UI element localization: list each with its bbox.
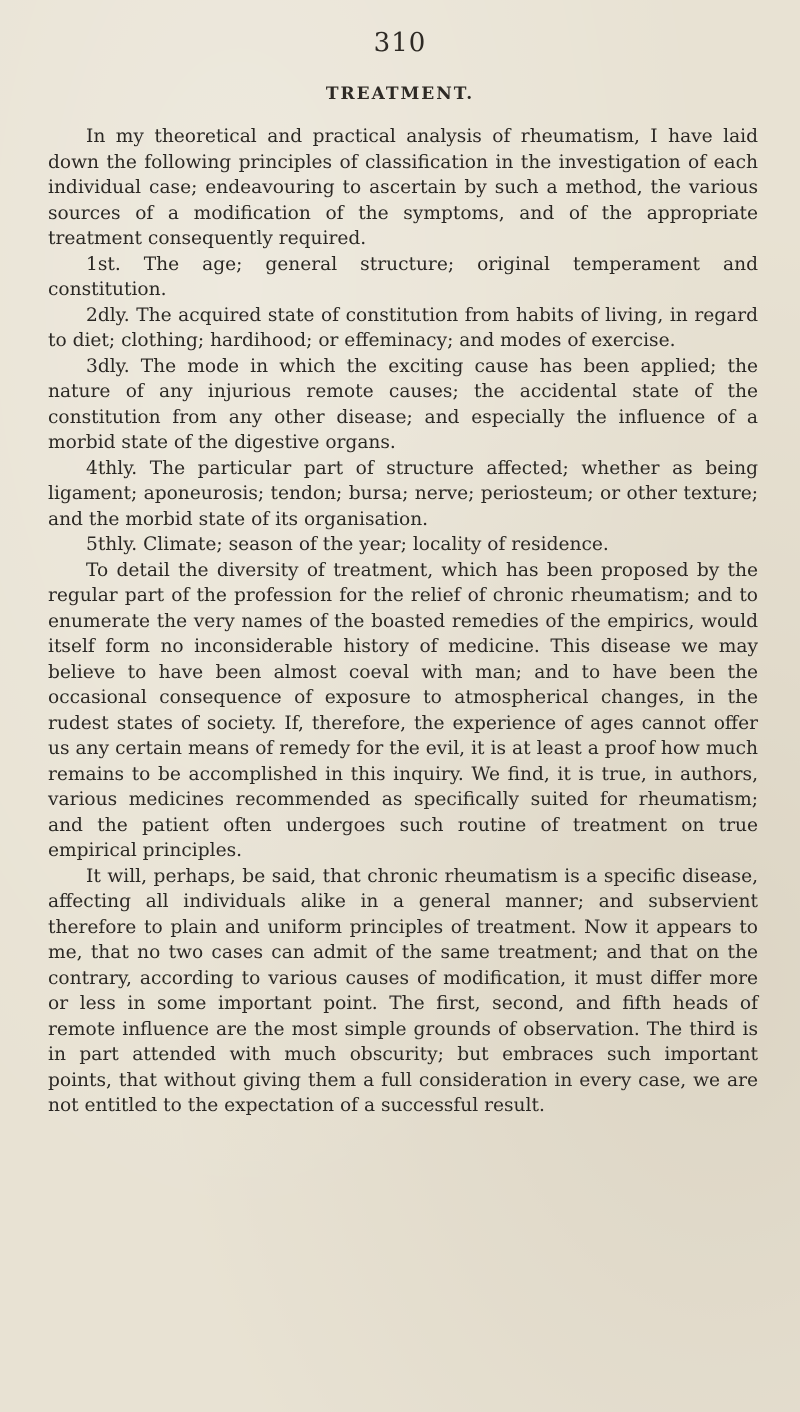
intro-paragraph: In my theoretical and practical analysis of rheumatism, I have laid down the following principles of classification in the investigation of each individual case; endeavouring to ascertain by such a method, the various sources of a modification of the symptoms, and of the appropriate treatment consequently required. <box>48 126 758 249</box>
specific-disease-paragraph: It will, perhaps, be said, that chronic rheumatism is a specific disease, affecting all individuals alike in a general manner; and subservient therefore to plain and uniform principles of treatment. Now it appears to me, that no two cases can admit of the same treatment; and that on the contrary, according to various causes of modification, it must differ more or less in some important point. The first, second, and fifth heads of remote influence are the most simple grounds of observation. The third is in part attended with much obscurity; but embraces such important points, that without giving them a full consideration in every case, we are not entitled to the expectation of a successful result. <box>48 865 758 1116</box>
principle-2: 2dly. The acquired state of constitution from habits of living, in regard to diet; clothing; hardihood; or effeminacy; and modes of exercise. <box>48 304 758 351</box>
principle-3: 3dly. The mode in which the exciting cause has been applied; the nature of any injurious remote causes; the accidental state of the constitution from any other disease; and especially the influence of a morbid state of the digestive organs. <box>48 355 758 453</box>
running-head: TREATMENT. <box>325 84 475 104</box>
principle-5: 5thly. Climate; season of the year; locality of residence. <box>86 534 609 555</box>
page-number: 310 <box>373 28 427 58</box>
principle-1: 1st. The age; general structure; original temperament and constitution. <box>48 253 758 300</box>
principle-4: 4thly. The particular part of structure affected; whether as being ligament; aponeurosis; tendon; bursa; nerve; periosteum; or other texture; and the morbid state of its organisation. <box>48 457 758 530</box>
treatment-paragraph: To detail the diversity of treatment, which has been proposed by the regular part of the profession for the relief of chronic rheumatism; and to enumerate the very names of the boasted remedies of the empirics, would itself form no inconsiderable history of medicine. This disease we may believe to have been almost coeval with man; and to have been the occasional consequence of exposure to atmospherical changes, in the rudest states of society. If, therefore, the experience of ages cannot offer us any certain means of remedy for the evil, it is at least a proof how much remains to be accomplished in this inquiry. We find, it is true, in authors, various medicines recommended as specifically suited for rheumatism; and the patient often undergoes such routine of treatment on true empirical principles. <box>48 559 758 861</box>
body-text <box>48 124 758 1119</box>
